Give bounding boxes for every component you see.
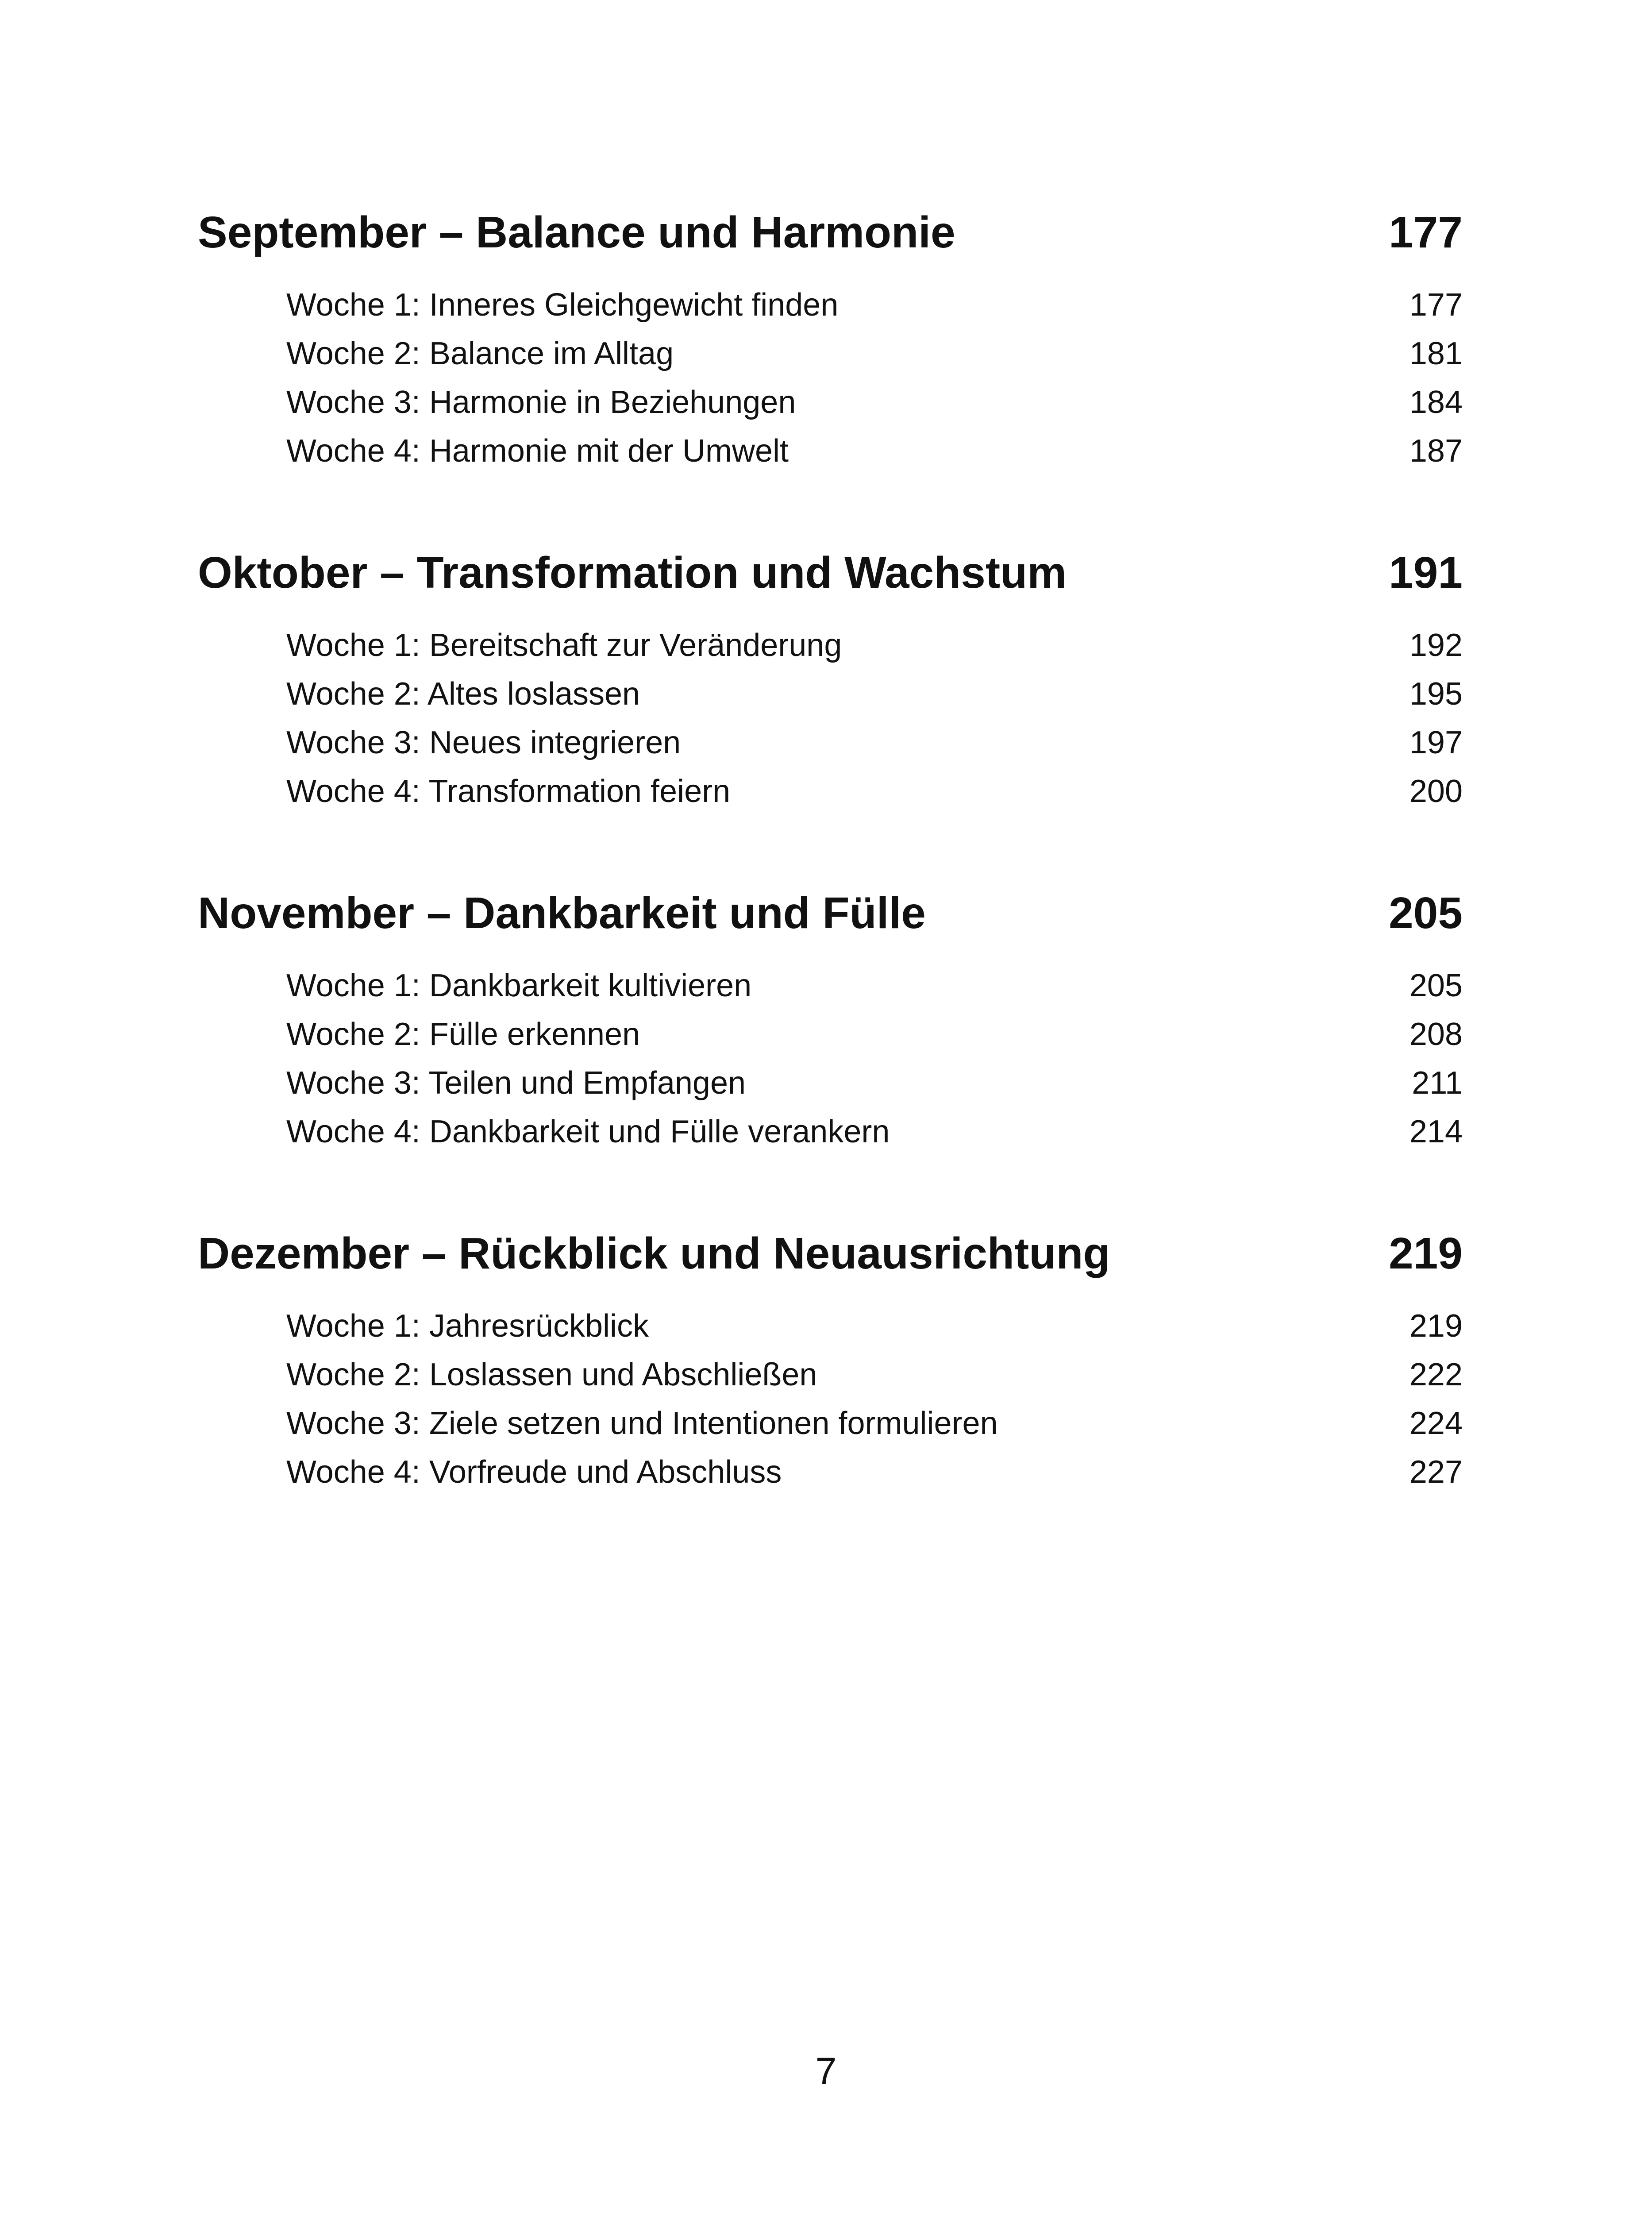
toc-entry[interactable] [198,1448,1463,1496]
section-page: 191 [1389,548,1463,598]
toc-section-oktober [198,540,1463,816]
toc-entry[interactable] [198,281,1463,329]
section-header[interactable] [198,199,1463,266]
entry-page: 224 [1409,1406,1463,1441]
entry-page: 214 [1409,1114,1463,1149]
section-header[interactable] [198,1220,1463,1287]
toc-entry[interactable] [198,670,1463,718]
entry-label: Woche 1: Dankbarkeit kultivieren [286,968,752,1003]
toc-section-dezember [198,1220,1463,1496]
entry-label: Woche 1: Bereitschaft zur Veränderung [286,628,842,663]
section-page: 177 [1389,208,1463,257]
toc-section-november [198,880,1463,1156]
entry-label: Woche 1: Jahresrückblick [286,1308,649,1344]
section-header[interactable] [198,880,1463,946]
section-title: November – Dankbarkeit und Fülle [198,888,926,938]
entry-page: 177 [1409,287,1463,323]
toc-entry[interactable] [198,1107,1463,1156]
entry-page: 227 [1409,1454,1463,1490]
toc-entry[interactable] [198,1302,1463,1350]
entry-label: Woche 3: Ziele setzen und Intentionen formulieren [286,1406,998,1441]
entry-label: Woche 1: Inneres Gleichgewicht finden [286,287,839,323]
entry-label: Woche 2: Loslassen und Abschließen [286,1357,817,1392]
entry-label: Woche 3: Harmonie in Beziehungen [286,385,796,420]
section-page: 219 [1389,1229,1463,1278]
entry-label: Woche 3: Teilen und Empfangen [286,1065,746,1101]
entry-page: 208 [1409,1017,1463,1052]
toc-entry[interactable] [198,1059,1463,1107]
entry-page: 205 [1409,968,1463,1003]
entry-label: Woche 4: Transformation feiern [286,774,731,809]
toc-section-september [198,199,1463,475]
toc-entry[interactable] [198,427,1463,475]
entry-label: Woche 2: Balance im Alltag [286,336,674,371]
toc-entry[interactable] [198,378,1463,427]
page-number: 7 [815,2050,837,2093]
entry-page: 187 [1409,433,1463,469]
section-title: September – Balance und Harmonie [198,208,955,257]
entry-label: Woche 2: Fülle erkennen [286,1017,640,1052]
entry-page: 195 [1409,676,1463,712]
entry-label: Woche 2: Altes loslassen [286,676,640,712]
toc-entry[interactable] [198,1350,1463,1399]
entry-page: 211 [1412,1065,1463,1101]
entry-page: 192 [1409,628,1463,663]
section-page: 205 [1389,888,1463,938]
section-title: Dezember – Rückblick und Neuausrichtung [198,1229,1110,1278]
toc-entry[interactable] [198,1399,1463,1448]
toc-entry[interactable] [198,621,1463,670]
entry-page: 200 [1409,774,1463,809]
entry-label: Woche 4: Harmonie mit der Umwelt [286,433,789,469]
toc-entry[interactable] [198,718,1463,767]
entry-page: 219 [1409,1308,1463,1344]
entry-page: 222 [1409,1357,1463,1392]
section-header[interactable] [198,540,1463,606]
entry-label: Woche 4: Dankbarkeit und Fülle verankern [286,1114,890,1149]
entry-label: Woche 4: Vorfreude und Abschluss [286,1454,782,1490]
section-title: Oktober – Transformation und Wachstum [198,548,1067,598]
toc-entry[interactable] [198,329,1463,378]
table-of-contents [198,199,1463,1561]
toc-entry[interactable] [198,961,1463,1010]
entry-page: 197 [1409,725,1463,760]
toc-entry[interactable] [198,1010,1463,1059]
entry-page: 184 [1409,385,1463,420]
entry-label: Woche 3: Neues integrieren [286,725,681,760]
toc-entry[interactable] [198,767,1463,816]
entry-page: 181 [1409,336,1463,371]
